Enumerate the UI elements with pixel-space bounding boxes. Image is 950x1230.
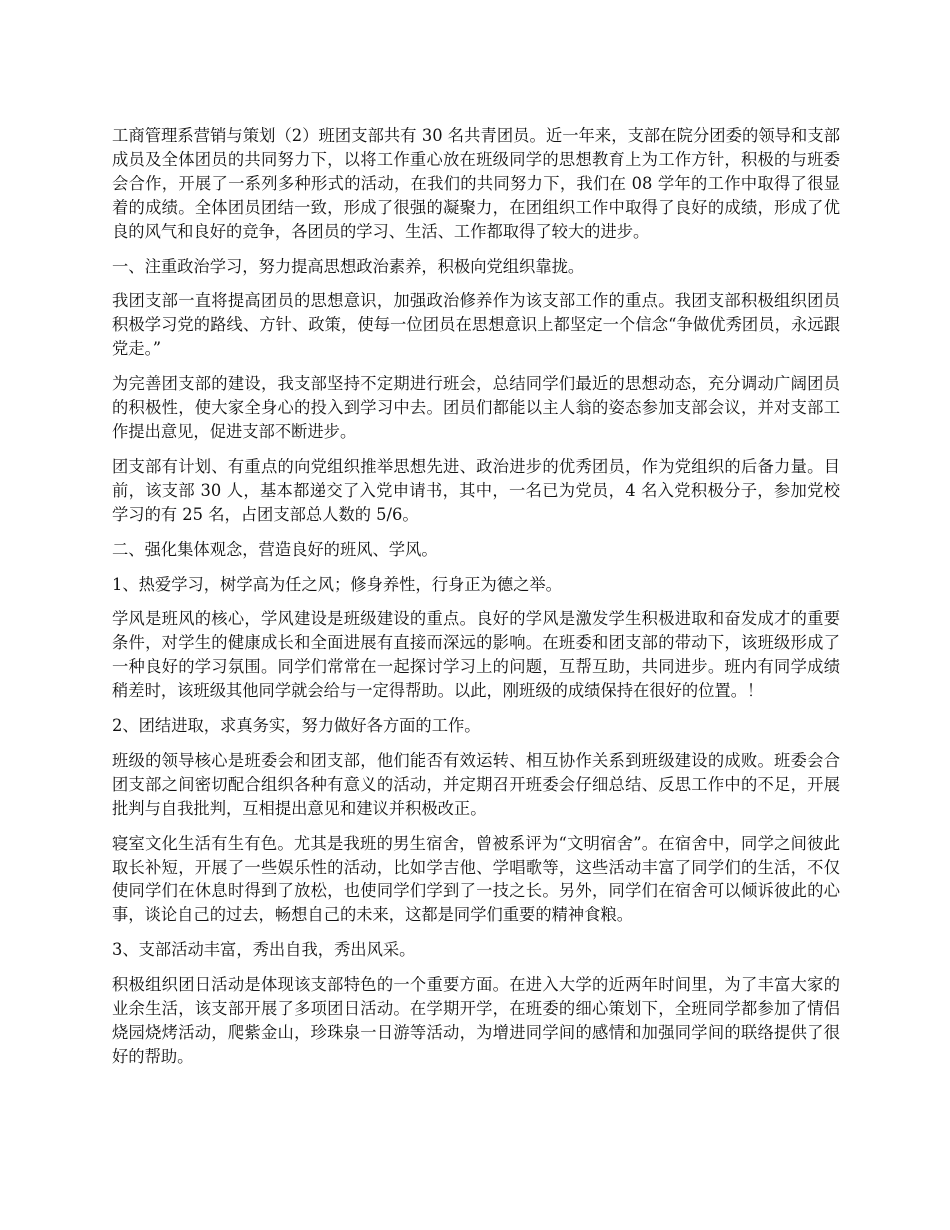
body-paragraph: 我团支部一直将提高团员的思想意识，加强政治修养作为该支部工作的重点。我团支部积极组织团员积极学习党的路线、方针、政策，使每一位团员在思想意识上都坚定一个信念“争做优秀团员，永远跟党走。” xyxy=(112,291,840,359)
section-heading-1: 一、注重政治学习，努力提高思想政治素养，积极向党组织靠拢。 xyxy=(112,256,585,276)
body-paragraph: 团支部有计划、有重点的向党组织推举思想先进、政治进步的优秀团员，作为党组织的后备力量。目前，该支部 30 人，基本都递交了入党申请书，其中，一名已为党员，4 名入党积极分子，参加党校学习的有 25 名，占团支部总人数的 5/6。 xyxy=(112,456,840,524)
intro-paragraph: 工商管理系营销与策划（2）班团支部共有 30 名共青团员。近一年来，支部在院分团委的领导和支部成员及全体团员的共同努力下，以将工作重心放在班级同学的思想教育上为工作方针，积极的与班委会合作，开展了一系列多种形式的活动，在我们的共同努力下，我们在 08 学年的工作中取得了很显着的成绩。全体团员团结一致，形成了很强的凝聚力，在团组织工作中取得了良好的成绩，形成了优良的风气和良好的竞争，各团员的学习、生活、工作都取得了较大的进步。 xyxy=(112,126,840,241)
body-paragraph: 学风是班风的核心，学风建设是班级建设的重点。良好的学风是激发学生积极进取和奋发成才的重要条件，对学生的健康成长和全面进展有直接而深远的影响。在班委和团支部的带动下，该班级形成了一种良好的学习氛围。同学们常常在一起探讨学习上的问题，互帮互助，共同进步。班内有同学成绩稍差时，该班级其他同学就会给与一定得帮助。以此，刚班级的成绩保持在很好的位置。！ xyxy=(112,609,840,701)
subsection-heading-3: 3、支部活动丰富，秀出自我，秀出风采。 xyxy=(112,940,416,960)
section-heading-2: 二、强化集体观念，营造良好的班风、学风。 xyxy=(112,539,438,559)
subsection-heading-1: 1、热爱学习，树学高为任之风；修身养性，行身正为德之举。 xyxy=(112,574,562,594)
body-paragraph: 为完善团支部的建设，我支部坚持不定期进行班会，总结同学们最近的思想动态，充分调动广阔团员的积极性，使大家全身心的投入到学习中去。团员们都能以主人翁的姿态参加支部会议，并对支部工作提出意见，促进支部不断进步。 xyxy=(112,374,840,441)
body-paragraph: 积极组织团日活动是体现该支部特色的一个重要方面。在进入大学的近两年时间里，为了丰富大家的业余生活，该支部开展了多项团日活动。在学期开学，在班委的细心策划下，全班同学都参加了情侣烧园烧烤活动，爬紫金山，珍珠泉一日游等活动，为增进同学间的感情和加强同学间的联络提供了很好的帮助。 xyxy=(112,975,840,1066)
document-body xyxy=(112,124,840,1080)
subsection-heading-2: 2、团结进取，求真务实，努力做好各方面的工作。 xyxy=(112,716,481,736)
body-paragraph: 寝室文化生活有生有色。尤其是我班的男生宿舍，曾被系评为“文明宿舍”。在宿舍中，同学之间彼此取长补短，开展了一些娱乐性的活动，比如学吉他、学唱歌等，这些活动丰富了同学们的生活，不仅使同学们在休息时得到了放松，也使同学们学到了一技之长。另外，同学们在宿舍可以倾诉彼此的心事，谈论自己的过去，畅想自己的未来，这都是同学们重要的精神食粮。 xyxy=(112,833,840,925)
body-paragraph: 班级的领导核心是班委会和团支部，他们能否有效运转、相互协作关系到班级建设的成败。班委会合团支部之间密切配合组织各种有意义的活动，并定期召开班委会仔细总结、反思工作中的不足，开展批判与自我批判，互相提出意见和建议并积极改正。 xyxy=(112,750,840,818)
